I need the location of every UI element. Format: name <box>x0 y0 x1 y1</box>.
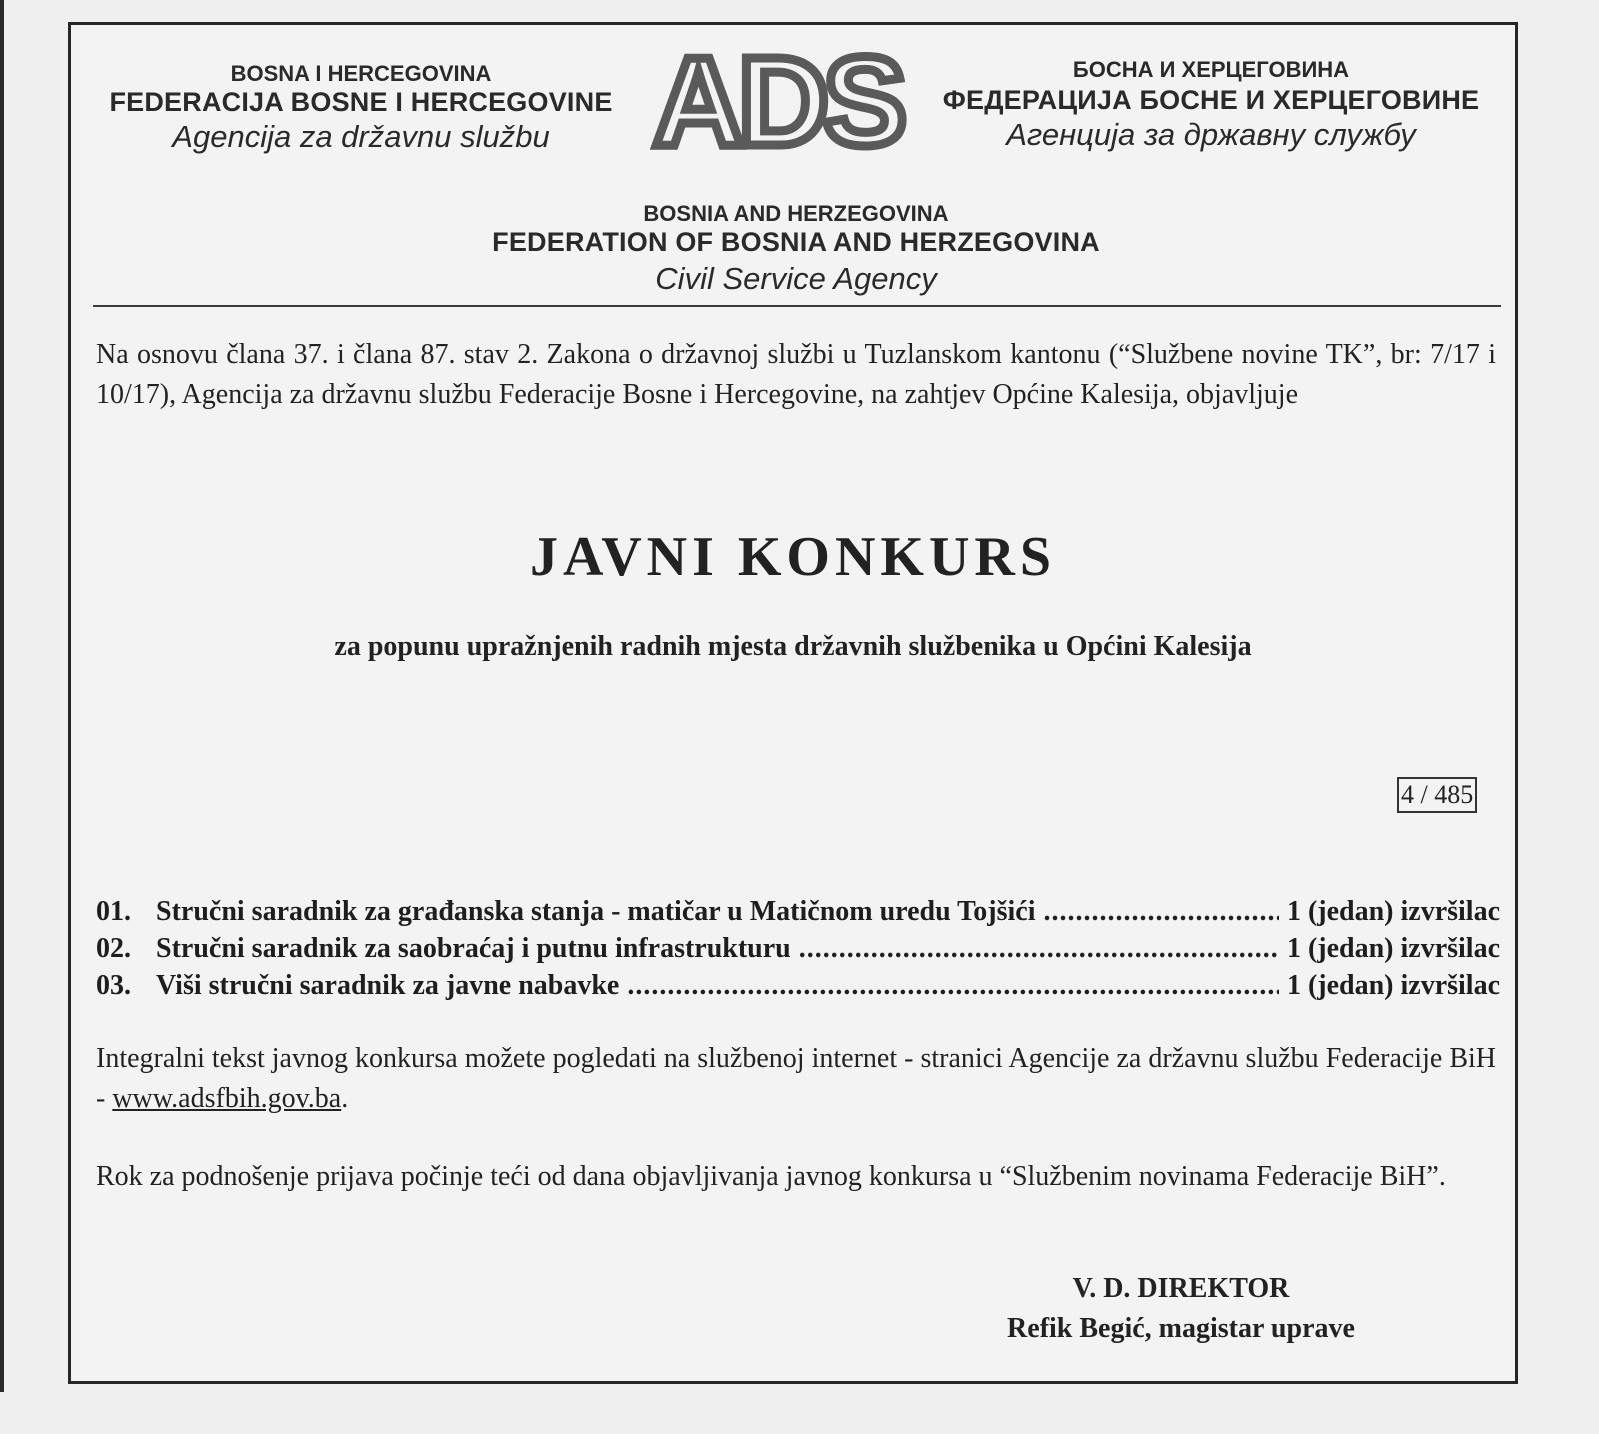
header-left-agency: Agencija za državnu službu <box>172 119 550 154</box>
dot-leader <box>799 930 1279 967</box>
intro-paragraph: Na osnovu člana 37. i člana 87. stav 2. Zakona o državnoj službi u Tuzlanskom kantonu (“Službene novine TK”, br: 7/17 i 10/17), Agencija za državnu službu Federacije Bosne i Hercegovine, na zahtjev Općine Kalesija, objavljuje <box>96 339 1496 410</box>
header-left-country: BOSNA I HERCEGOVINA <box>230 61 492 86</box>
notice-title: JAVNI KONKURS <box>529 526 1057 588</box>
deadline-paragraph: Rok za podnošenje prijava počinje teći od dana objavljivanja javnog konkursa u “Službenim novinama Federacije BiH”. <box>96 1161 1446 1192</box>
header-center-federation: FEDERATION OF BOSNIA AND HERZEGOVINA <box>492 227 1100 257</box>
position-number: 01. <box>96 896 131 927</box>
positions-list <box>96 893 1500 1004</box>
info-paragraph <box>96 1039 1496 1119</box>
website-link[interactable]: www.adsfbih.gov.ba <box>112 1083 342 1114</box>
position-count: 1 (jedan) izvršilac <box>1286 896 1500 927</box>
info-text: Integralni tekst javnog konkursa možete pogledati na službenoj internet - stranici Agencije za državnu službu Federacije BiH - <box>96 1043 1496 1114</box>
notice-subtitle: za popunu upražnjenih radnih mjesta državnih službenika u Općini Kalesija <box>334 631 1252 662</box>
info-tail: . <box>341 1083 349 1114</box>
position-item <box>96 893 1500 930</box>
position-item <box>96 967 1500 1004</box>
dot-leader <box>627 967 1279 1004</box>
header-left-federation: FEDERACIJA BOSNE I HERCEGOVINE <box>109 87 613 117</box>
position-title: Stručni saradnik za građanska stanja - matičar u Matičnom uredu Tojšići <box>156 896 1036 927</box>
dot-leader <box>1043 893 1278 930</box>
position-count: 1 (jedan) izvršilac <box>1286 970 1500 1001</box>
signature-name: Refik Begić, magistar uprave <box>1007 1313 1355 1344</box>
position-item <box>96 930 1500 967</box>
reference-number: 4 / 485 <box>1397 777 1477 813</box>
header-divider <box>93 305 1501 307</box>
position-number: 02. <box>96 933 131 964</box>
position-title: Viši stručni saradnik za javne nabavke <box>156 970 620 1001</box>
header-center-agency: Civil Service Agency <box>655 261 937 296</box>
header-right-country: БОСНА И ХЕРЦЕГОВИНА <box>1072 57 1350 82</box>
page-edge-rule <box>0 0 4 1392</box>
position-title: Stručni saradnik za saobraćaj i putnu infrastrukturu <box>156 933 791 964</box>
header-right-federation: ФЕДЕРАЦИЈА БОСНЕ И ХЕРЦЕГОВИНЕ <box>942 85 1480 115</box>
position-number: 03. <box>96 970 131 1001</box>
signature-role: V. D. DIREKTOR <box>1072 1273 1290 1304</box>
notice-frame <box>68 22 1518 1384</box>
position-count: 1 (jedan) izvršilac <box>1286 933 1500 964</box>
header-center-country: BOSNIA AND HERZEGOVINA <box>643 201 949 226</box>
header-right-agency: Агенција за државну службу <box>1006 117 1416 152</box>
ads-logo: ADS <box>653 31 902 172</box>
